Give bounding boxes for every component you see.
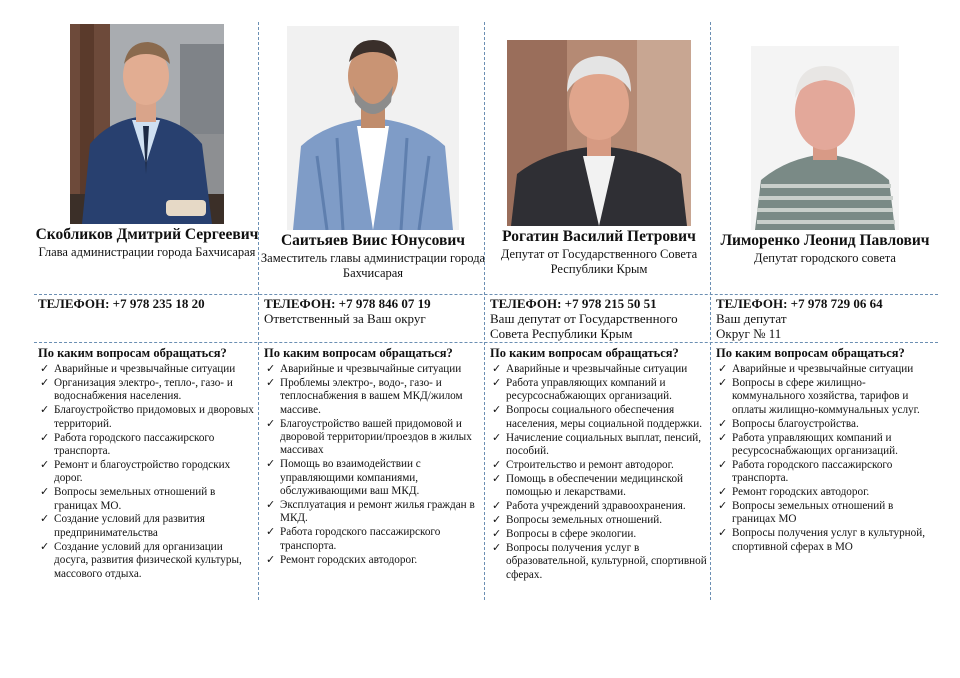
checkmark-icon: ✓ — [40, 458, 50, 471]
list-item: ✓ Вопросы благоустройства. — [718, 417, 859, 430]
checkmark-icon: ✓ — [492, 472, 502, 485]
list-item: ✓ Работа городского пассажирского транспорта. — [718, 458, 893, 485]
responsibility-note: Ответственный за Ваш округ — [264, 311, 426, 326]
portrait-photo — [70, 24, 224, 224]
list-item: ✓ Начисление социальных выплат, пенсий, пособий. — [492, 431, 701, 457]
phone-number[interactable]: ТЕЛЕФОН: +7 978 729 06 64 — [716, 296, 883, 311]
topics-list — [264, 363, 482, 568]
list-item: ✓ Создание условий для развития предпринимательства — [40, 513, 205, 539]
list-item: ✓ Эксплуатация и ремонт жилья граждан в МКД. — [266, 499, 475, 525]
checkmark-icon: ✓ — [492, 376, 502, 389]
checkmark-icon: ✓ — [492, 541, 502, 554]
list-item: ✓ Вопросы земельных отношений. — [492, 513, 663, 526]
checkmark-icon: ✓ — [40, 376, 50, 389]
person-name: Лиморенко Леонид Павлович — [720, 232, 930, 249]
list-item: ✓ Помощь в обеспечении медицинской помощью и лекарствами. — [492, 472, 684, 499]
checkmark-icon: ✓ — [40, 486, 50, 499]
person-name: Саитьяев Виис Юнусович — [280, 232, 466, 249]
checkmark-icon: ✓ — [266, 499, 276, 512]
phone-number[interactable]: ТЕЛЕФОН: +7 978 235 18 20 — [38, 296, 205, 311]
responsibility-note: Ваш депутат от Государственного Совета Республики Крым — [490, 311, 678, 341]
person-header — [34, 226, 260, 260]
checkmark-icon: ✓ — [718, 376, 728, 389]
topics-list — [716, 363, 934, 555]
questions-heading: По каким вопросам обращаться? — [490, 346, 679, 360]
checkmark-icon: ✓ — [718, 363, 728, 375]
checkmark-icon: ✓ — [718, 458, 728, 471]
checkmark-icon: ✓ — [718, 500, 728, 513]
portrait-photo — [751, 46, 899, 230]
checkmark-icon: ✓ — [718, 486, 728, 499]
questions-heading: По каким вопросам обращаться? — [38, 346, 227, 360]
list-item: ✓ Работа городского пассажирского транспорта. — [40, 431, 215, 457]
person-role: Депутат от Государственного Совета Республики Крым — [500, 247, 698, 276]
list-item: ✓ Вопросы земельных отношений в границах МО — [718, 500, 894, 526]
list-item: ✓ Вопросы получения услуг в культурной, спортивной сферах в МО — [718, 527, 926, 553]
checkmark-icon: ✓ — [40, 431, 50, 444]
list-item: ✓ Ремонт городских автодорог. — [718, 486, 870, 499]
list-item: ✓ Вопросы в сфере жилищно-коммунального хозяйства, тарифов и оплаты жилищно-коммунальных услуг. — [718, 376, 920, 416]
contact-card-limorenko — [712, 22, 938, 600]
checkmark-icon: ✓ — [266, 526, 276, 539]
list-item: ✓ Аварийные и чрезвычайные ситуации — [492, 363, 688, 375]
list-item: ✓ Ремонт городских автодорог. — [266, 553, 418, 566]
person-role: Глава администрации города Бахчисарая — [38, 245, 256, 259]
checkmark-icon: ✓ — [266, 363, 276, 375]
person-role: Депутат городского совета — [754, 251, 896, 265]
list-item: ✓ Аварийные и чрезвычайные ситуации — [718, 363, 914, 375]
checkmark-icon: ✓ — [266, 376, 276, 389]
list-item: ✓ Аварийные и чрезвычайные ситуации — [266, 363, 462, 375]
person-header — [260, 232, 486, 281]
list-item: ✓ Аварийные и чрезвычайные ситуации — [40, 363, 236, 375]
list-item: ✓ Благоустройство вашей придомовой и дворовой территории/проездов в жилых массивах — [266, 417, 472, 457]
list-item: ✓ Организация электро-, тепло-, газо- и водоснабжения населения. — [40, 376, 233, 403]
checkmark-icon: ✓ — [492, 527, 502, 540]
checkmark-icon: ✓ — [266, 458, 276, 471]
list-item: ✓ Помощь во взаимодействии с управляющими компаниями, обслуживающими ваш МКД. — [266, 458, 421, 498]
list-item: ✓ Благоустройство придомовых и дворовых территорий. — [40, 404, 254, 430]
checkmark-icon: ✓ — [40, 540, 50, 553]
contact-card-rogatin — [486, 22, 712, 600]
checkmark-icon: ✓ — [492, 500, 502, 513]
portrait-photo — [507, 40, 691, 226]
questions-heading: По каким вопросам обращаться? — [716, 346, 905, 360]
checkmark-icon: ✓ — [266, 553, 276, 566]
list-item: ✓ Вопросы социального обеспечения населения, меры социальной поддержки. — [492, 404, 703, 430]
list-item: ✓ Работа учреждений здравоохранения. — [492, 500, 686, 513]
list-item: ✓ Вопросы в сфере экологии. — [492, 527, 637, 540]
responsibility-note: Ваш депутат Округ № 11 — [716, 311, 787, 341]
checkmark-icon: ✓ — [492, 458, 502, 471]
checkmark-icon: ✓ — [40, 363, 50, 375]
list-item: ✓ Вопросы земельных отношений в границах МО. — [40, 486, 216, 512]
checkmark-icon: ✓ — [718, 527, 728, 540]
person-role: Заместитель главы администрации города Бахчисарая — [260, 251, 486, 280]
checkmark-icon: ✓ — [718, 417, 728, 430]
list-item: ✓ Работа управляющих компаний и ресурсоснабжающих организаций. — [492, 376, 672, 403]
checkmark-icon: ✓ — [40, 513, 50, 526]
checkmark-icon: ✓ — [492, 404, 502, 417]
list-item: ✓ Вопросы получения услуг в образовательной, культурной, спортивной сферах. — [492, 541, 707, 581]
checkmark-icon: ✓ — [40, 404, 50, 417]
contact-card-saityaev — [260, 22, 486, 600]
checkmark-icon: ✓ — [718, 431, 728, 444]
person-header — [486, 228, 712, 277]
checkmark-icon: ✓ — [266, 417, 276, 430]
questions-heading: По каким вопросам обращаться? — [264, 346, 453, 360]
phone-number[interactable]: ТЕЛЕФОН: +7 978 846 07 19 — [264, 296, 431, 311]
list-item: ✓ Ремонт и благоустройство городских дорог. — [40, 458, 231, 485]
checkmark-icon: ✓ — [492, 513, 502, 526]
portrait-photo — [287, 26, 459, 230]
person-name: Рогатин Василий Петрович — [502, 228, 696, 245]
list-item: ✓ Проблемы электро-, водо-, газо- и теплоснабжения в вашем МКД/жилом массиве. — [266, 376, 463, 416]
phone-number[interactable]: ТЕЛЕФОН: +7 978 215 50 51 — [490, 296, 657, 311]
list-item: ✓ Работа городского пассажирского транспорта. — [266, 526, 441, 552]
checkmark-icon: ✓ — [492, 431, 502, 444]
list-item: ✓ Работа управляющих компаний и ресурсоснабжающих организаций. — [718, 431, 898, 457]
list-item: ✓ Строительство и ремонт автодорог. — [492, 458, 674, 471]
checkmark-icon: ✓ — [492, 363, 502, 375]
contact-card-skoblikov — [34, 22, 260, 600]
person-header — [712, 232, 938, 266]
person-name: Скобликов Дмитрий Сергеевич — [35, 226, 259, 243]
topics-list — [38, 363, 256, 582]
topics-list — [490, 363, 708, 583]
list-item: ✓ Создание условий для организации досуга, развития физической культуры, массового отдыха. — [40, 540, 242, 580]
